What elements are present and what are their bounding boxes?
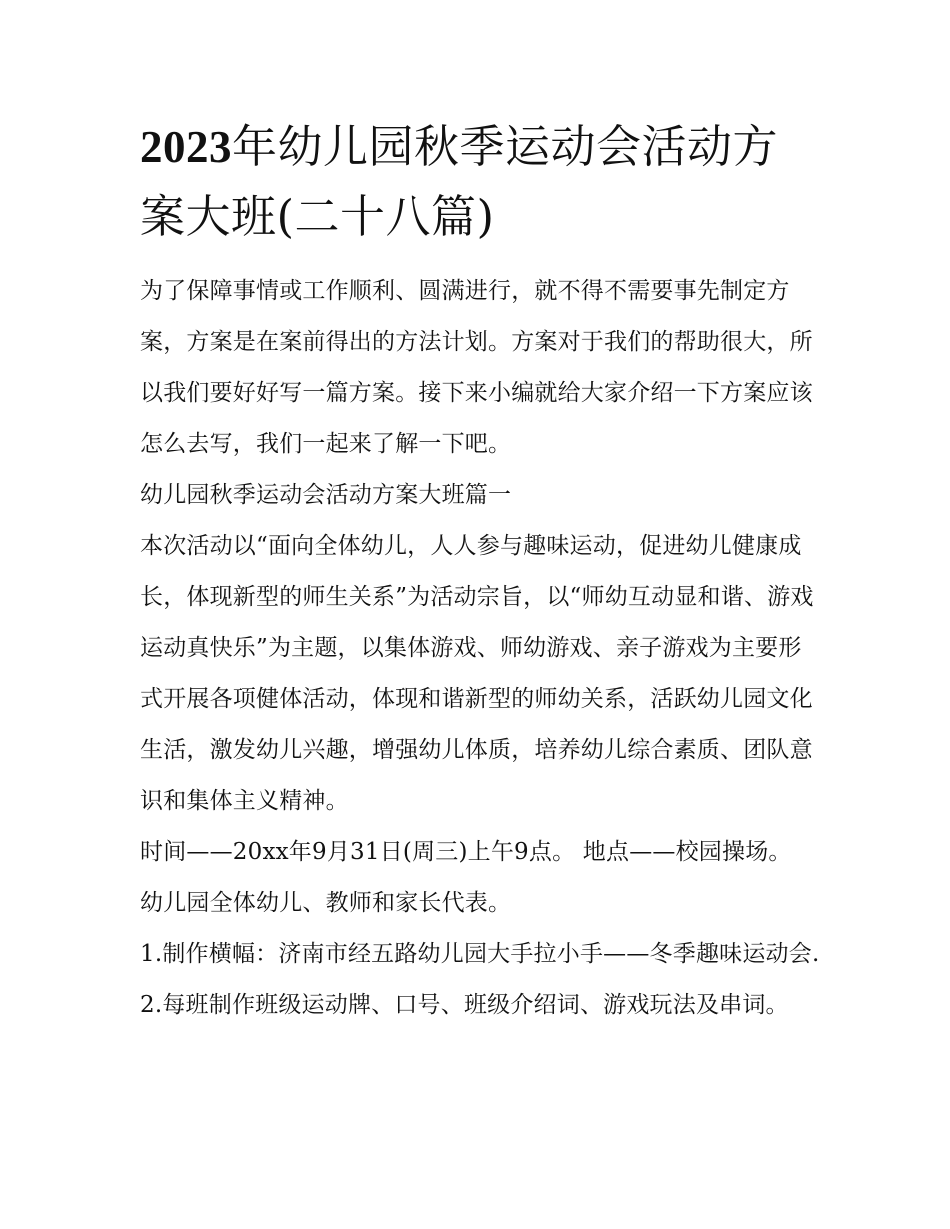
preparation-paragraph: 1.制作横幅：济南市经五路幼儿园大手拉小手——冬季趣味运动会. 2.每班制作班级运动牌、口号、班级介绍词、游戏玩法及串词。 bbox=[140, 941, 820, 1018]
document-page bbox=[140, 112, 820, 1031]
purpose-paragraph: 本次活动以“面向全体幼儿，人人参与趣味运动，促进幼儿健康成长，体现新型的师生关系”为活动宗旨，以“师幼互动显和谐、游戏运动真快乐”为主题，以集体游戏、师幼游戏、亲子游戏为主要形式开展各项健体活动，体现和谐新型的师幼关系，活跃幼儿园文化生活，激发幼儿兴趣，增强幼儿体质，培养幼儿综合素质、团队意识和集体主义精神。 bbox=[140, 533, 814, 814]
time-location-paragraph: 时间——20xx年9月31日(周三)上午9点。 地点——校园操场。 幼儿园全体幼儿、教师和家长代表。 bbox=[140, 839, 792, 916]
section-heading: 幼儿园秋季运动会活动方案大班篇一 bbox=[140, 482, 512, 508]
intro-paragraph: 为了保障事情或工作顺利、圆满进行，就不得不需要事先制定方案，方案是在案前得出的方法计划。方案对于我们的帮助很大，所以我们要好好写一篇方案。接下来小编就给大家介绍一下方案应该怎么去写，我们一起来了解一下吧。 bbox=[140, 278, 813, 457]
title-year: 2023 bbox=[140, 122, 232, 172]
title-text: 年幼儿园秋季运动会活动方案大班(二十八篇) bbox=[140, 120, 779, 243]
document-title bbox=[140, 112, 820, 252]
